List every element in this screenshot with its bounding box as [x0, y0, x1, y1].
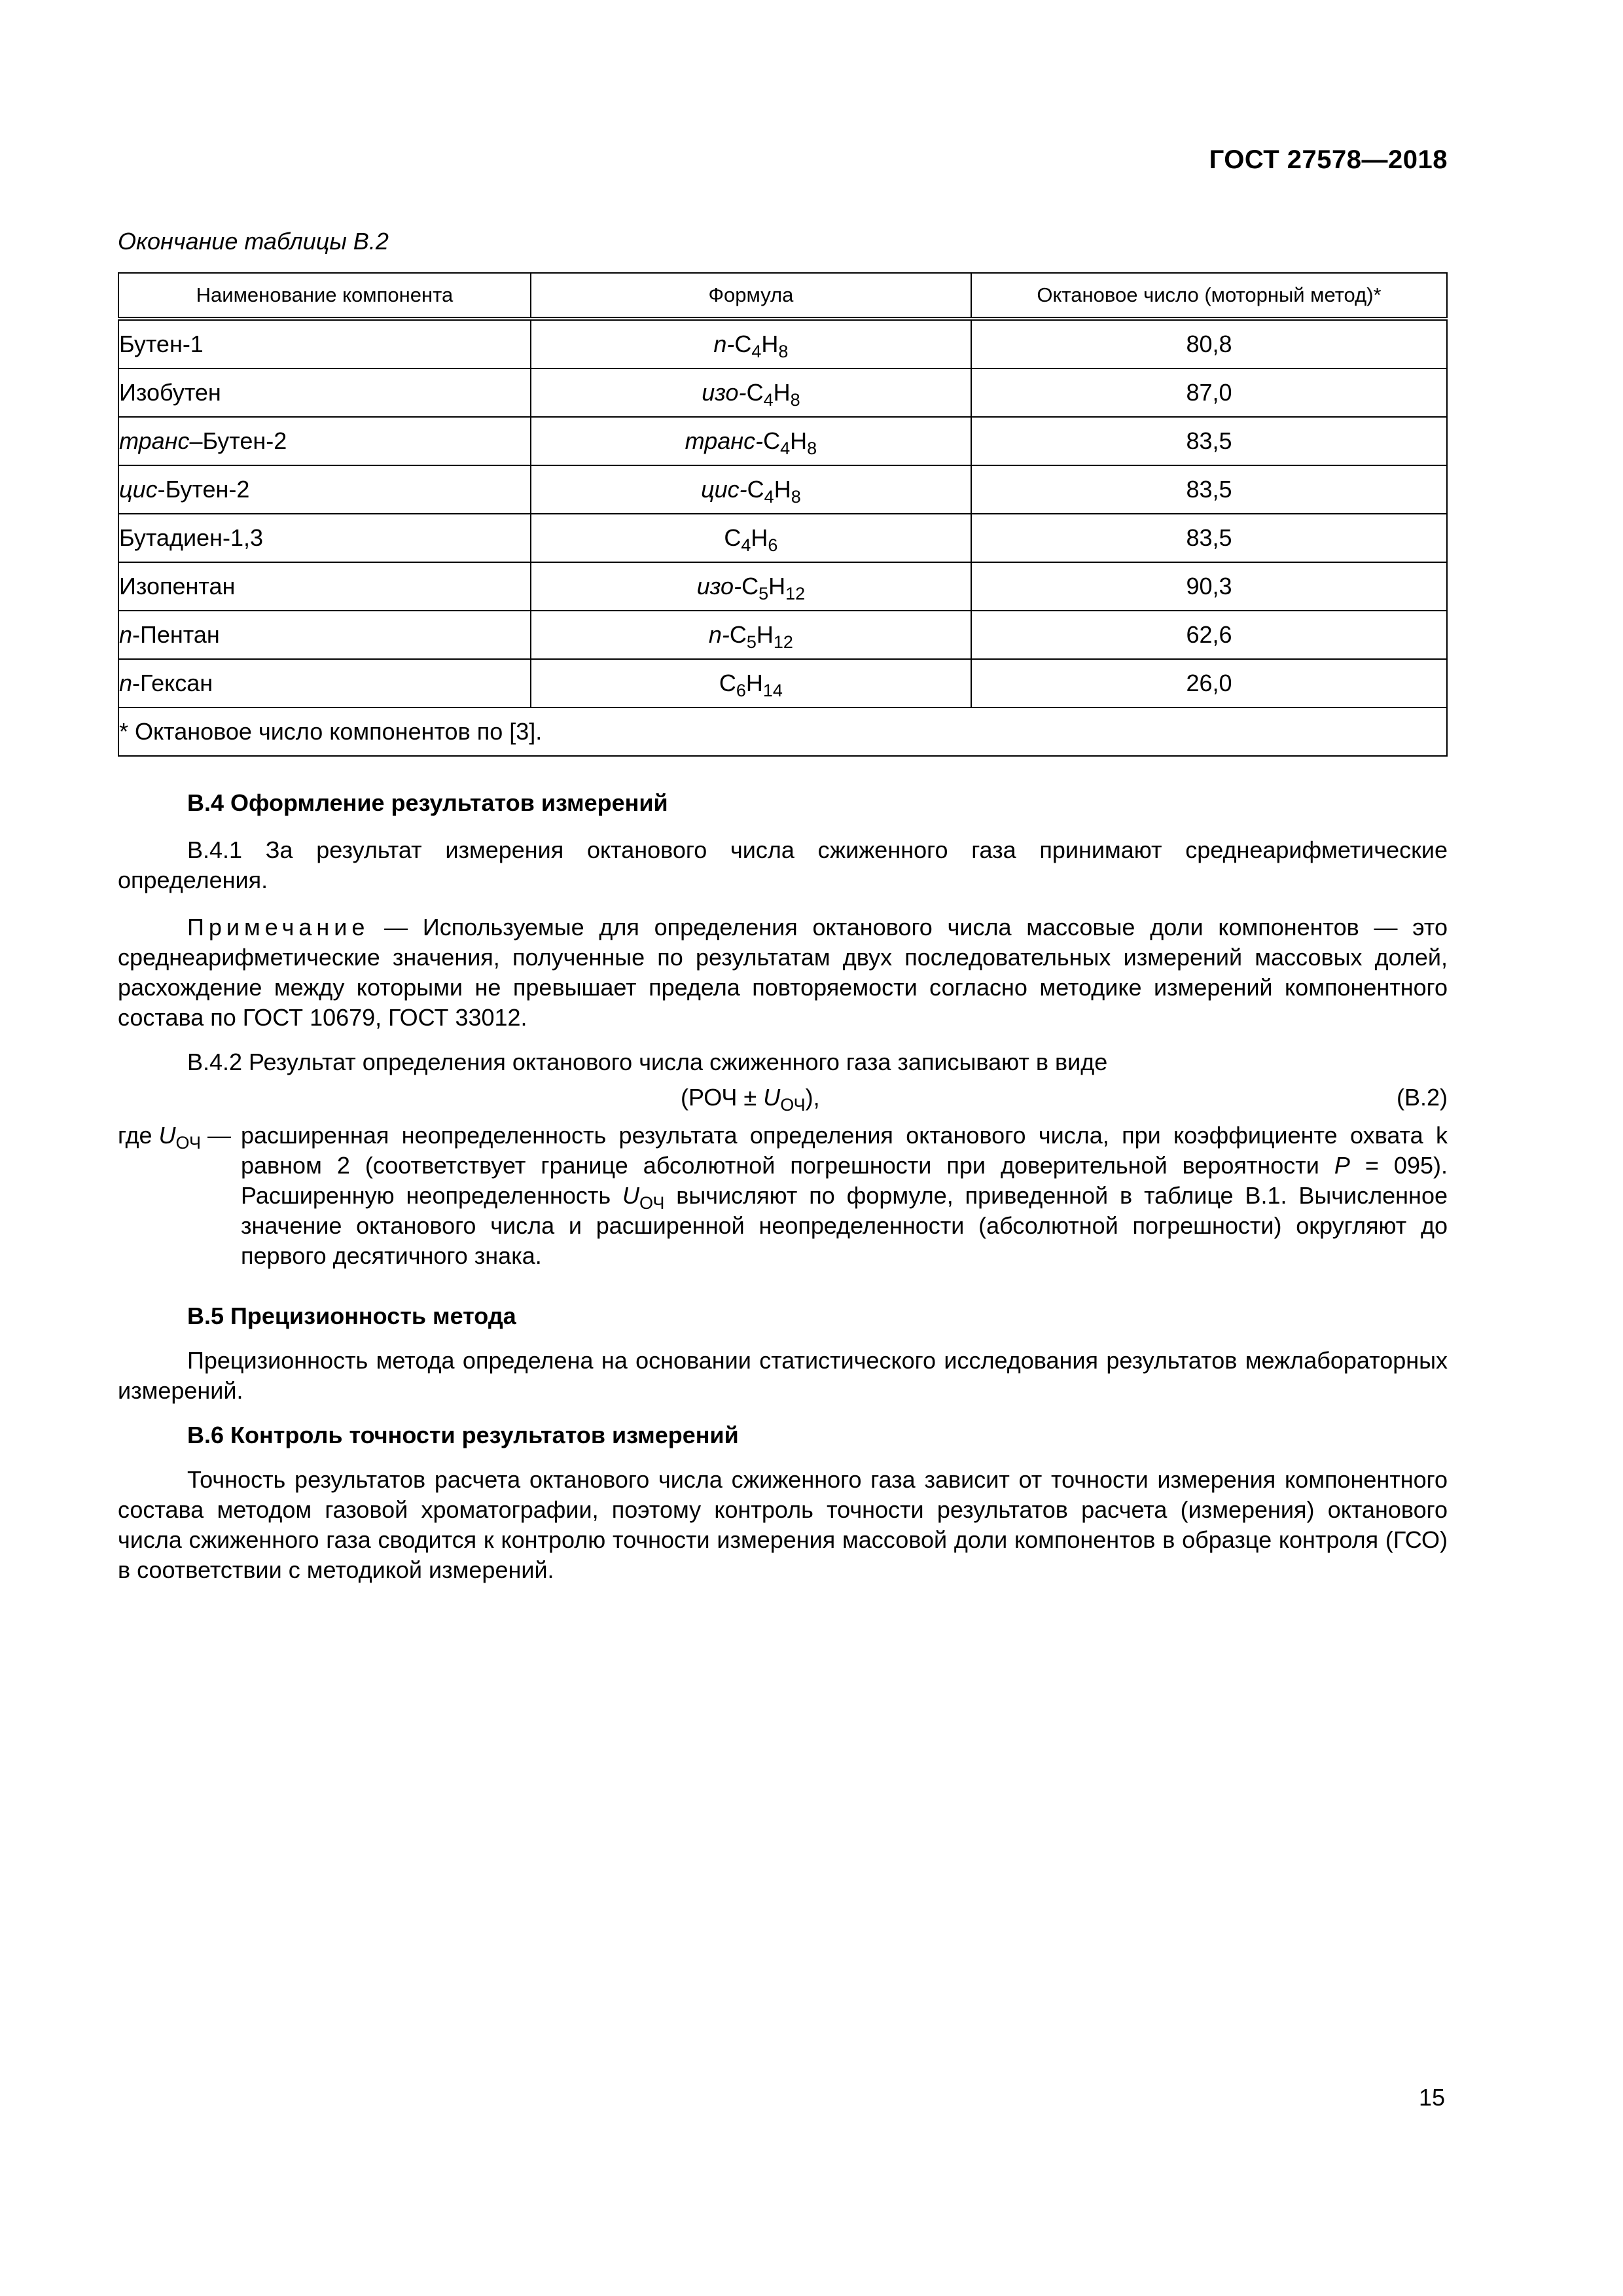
table-row	[118, 659, 1447, 708]
component-formula: изо-$C_5H_{12}$	[531, 562, 971, 611]
where-symbol: где $U_{ОЧ}$ —	[118, 1122, 231, 1153]
component-formula: $C_4H_6$	[531, 514, 971, 562]
table-row	[118, 562, 1447, 611]
formula-line	[118, 1084, 1448, 1114]
table-row	[118, 368, 1447, 417]
component-formula: $n-C_4H_8$	[531, 319, 971, 368]
table-body	[118, 319, 1447, 708]
octane-number: 80,8	[971, 319, 1447, 368]
note-text: — Используемые для определения октанового числа массовые доли компонентов — это среднеарифметические значения, полученные по результатам двух последовательных измерений массовых долей, расхождение между которыми не превышает предела повторяемости согласно методике измерений компонентного состава по ГОСТ 10679, ГОСТ 33012.	[118, 914, 1448, 1031]
table-footnote: * Октановое число компонентов по [3].	[118, 708, 1447, 756]
octane-number: 62,6	[971, 611, 1447, 659]
where-explanation: расширенная неопределенность результата определения октанового числа, при коэффициенте охвата k равном 2 (соответствует границе абсолютной погрешности при доверительной вероятности P = 095). Расширенную неопределенность $U_{ОЧ}$ вычисляют по формуле, приведенной в таблице В.1. Вычисленное значение октанового числа и расширенной неопределенности (абсолютной погрешности) округляют до первого десятичного знака.	[241, 1122, 1448, 1269]
component-name: n-Пентан	[118, 611, 531, 659]
column-header-octane: Октановое число (моторный метод)*	[971, 273, 1447, 319]
octane-number: 87,0	[971, 368, 1447, 417]
octane-number: 26,0	[971, 659, 1447, 708]
component-name: цис-Бутен-2	[118, 465, 531, 514]
paragraph-b5: Прецизионность метода определена на основании статистического исследования результатов межлабораторных измерений.	[118, 1347, 1448, 1404]
table-row	[118, 514, 1447, 562]
component-name: Изобутен	[118, 368, 531, 417]
table-footnote-row	[118, 708, 1447, 756]
table-row	[118, 465, 1447, 514]
table-caption: Окончание таблицы В.2	[118, 228, 389, 255]
table-row	[118, 611, 1447, 659]
paragraph-b6: Точность результатов расчета октанового числа сжиженного газа зависит от точности измерения компонентного состава методом газовой хроматографии, поэтому контроль точности результатов расчета (измерения) октанового числа сжиженного газа сводится к контролю точности измерения массовой доли компонентов в образце контроля (ГСО) в соответствии с методикой измерений.	[118, 1466, 1448, 1583]
octane-number: 83,5	[971, 465, 1447, 514]
component-formula: цис-$C_4H_8$	[531, 465, 971, 514]
component-formula: $n-C_5H_{12}$	[531, 611, 971, 659]
component-formula: $C_6H_{14}$	[531, 659, 971, 708]
component-formula: изо-$C_4H_8$	[531, 368, 971, 417]
component-name: Изопентан	[118, 562, 531, 611]
document-code: ГОСТ 27578—2018	[1209, 145, 1448, 174]
section-heading-b6: В.6 Контроль точности результатов измерений	[187, 1422, 739, 1448]
paragraph-b4-1: В.4.1 За результат измерения октанового числа сжиженного газа принимают среднеарифметические определения.	[118, 836, 1448, 893]
component-name: n-Гексан	[118, 659, 531, 708]
component-name: Бутадиен-1,3	[118, 514, 531, 562]
octane-number: 83,5	[971, 514, 1447, 562]
note-label: Примечание	[187, 914, 370, 941]
note-paragraph	[118, 912, 1448, 1033]
octane-number: 83,5	[971, 417, 1447, 465]
formula-expression: $(РОЧ \pm U_{ОЧ})$,	[681, 1084, 820, 1115]
column-header-formula: Формула	[531, 273, 971, 319]
component-name: Бутен-1	[118, 319, 531, 368]
page-number: 15	[1418, 2084, 1445, 2111]
table-header-row	[118, 273, 1447, 319]
formula-number: (В.2)	[1396, 1084, 1448, 1111]
paragraph-b4-2: В.4.2 Результат определения октанового числа сжиженного газа записывают в виде	[187, 1049, 1108, 1075]
section-heading-b4: В.4 Оформление результатов измерений	[187, 789, 668, 816]
table-row	[118, 319, 1447, 368]
components-table	[118, 272, 1448, 757]
table-row	[118, 417, 1447, 465]
component-name: транс–Бутен-2	[118, 417, 531, 465]
column-header-name: Наименование компонента	[118, 273, 531, 319]
octane-number: 90,3	[971, 562, 1447, 611]
component-formula: транс-$C_4H_8$	[531, 417, 971, 465]
section-heading-b5: В.5 Прецизионность метода	[187, 1302, 516, 1329]
